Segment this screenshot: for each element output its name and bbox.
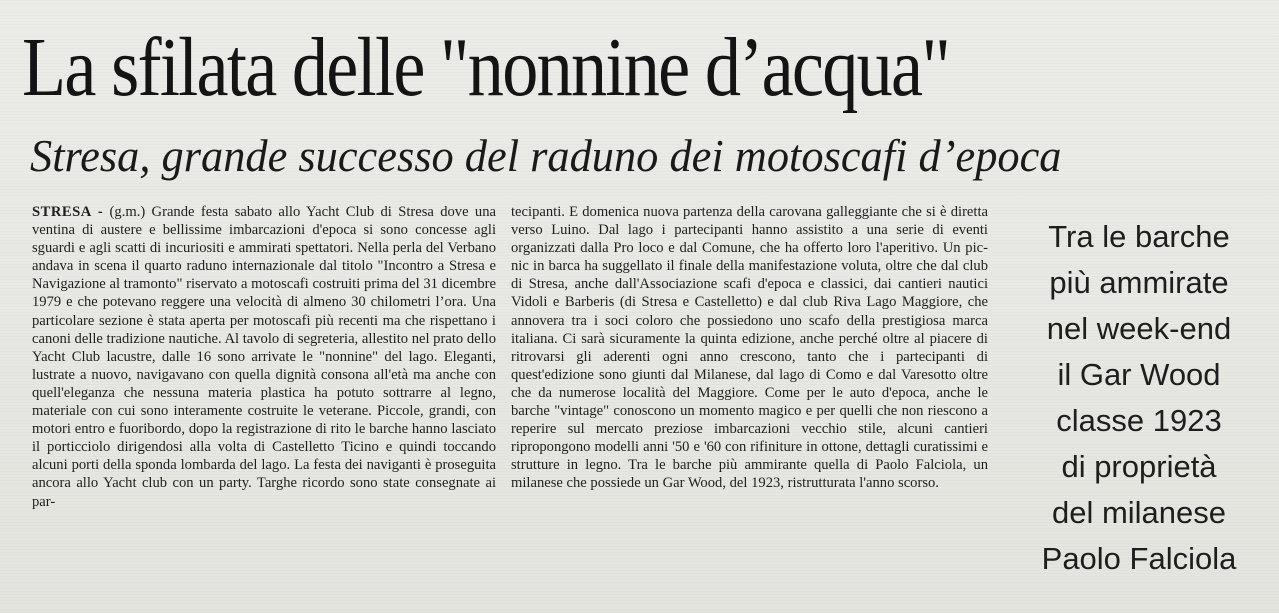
pull-quote-line: il Gar Wood [1057,357,1221,392]
article-column-1 [32,203,496,511]
pull-quote-line: più ammirate [1049,265,1229,300]
pull-quote-line: del milanese [1051,495,1227,530]
pull-quote-line: classe 1923 [1056,403,1222,438]
article-column-2 [511,203,988,493]
body-text-col2: tecipanti. E domenica nuova partenza della carovana galleggiante che si è diretta verso Luino. Dal lago i partecipanti hanno assistito a una serie di eventi organizzati dalla Pro loco e dal Comune, che ha offerto loro l'aperitivo. Un pic-nic in barca ha suggellato il finale della manifestazione voluta, oltre che dal club di Stresa, anche dall'Associazione scafi d'epoca e classici, dai cantieri nautici Vidoli e Barberis (di Stresa e Castelletto) e dal club Riva Lago Maggiore, che annovera tra i soci coloro che possiedono uno scafo della prestigiosa marca italiana. Ci sarà sicuramente la quinta edizione, anche perché oltre al piacere di ritrovarsi gli aderenti ogni anno crescono, tanto che i partecipanti di quest'edizione sono giunti dal Milanese, dal lago di Como e dal Varesotto oltre che da numerose località del Maggiore. Come per le auto d'epoca, anche le barche "vintage" conoscono un momento magico e per quelli che non riescono a reperire sul mercato preziose imbarcazioni vecchio stile, alcuni cantieri ripropongono modelli anni '50 e '60 con rifiniture in ottone, dettagli curatissimi e strutture in legno. Tra le barche più ammirante quella di Paolo Falciola, un milanese che possiede un Gar Wood, del 1923, ristrutturata l'anno scorso. [511,204,988,492]
dateline: STRESA - [32,204,104,220]
pull-quote-line: Paolo Falciola [1041,541,1237,576]
pull-quote [1008,214,1270,582]
body-text-col1: Grande festa sabato allo Yacht Club di Stresa dove una ventina di austere e bellissime imbarcazioni d'epoca si sono concesse agli sguardi e agli scatti di incuriositi e ammirati spettatori. Nella perla del Verbano andava in scena il quarto raduno internazionale dal titolo "Incontro a Stresa e Navigazione al tramonto" riservato a motoscafi costruiti prima del 31 dicembre 1979 e che potevano reggere una velocità di almeno 30 chilometri l’ora. Una particolare sezione è stata aperta per motoscafi più recenti ma che rispettano i canoni delle tradizione nautiche. Al tavolo di segreteria, allestito nel prato dello Yacht Club lacustre, dalle 16 sono arrivate le "nonnine" del lago. Eleganti, lustrate a nuovo, navigavano con quella dignità consona all'età ma anche con quell'eleganza che nessuna materia plastica ha potuto sottrarre al legno, materiale con cui sono interamente costruite le veterane. Piccole, grandi, con motori entro e fuoribordo, dopo la registrazione di rito le barche hanno lasciato il porticciolo dirigendosi alla volta di Castelletto Ticino e quindi toccando alcuni porti della sponda lombarda del lago. La festa dei naviganti è proseguita ancora allo Yacht club con un party. Targhe ricordo sono state consegnate ai par- [32,204,496,510]
headline: La sfilata delle "nonnine d’acqua" [22,21,950,114]
byline: (g.m.) [103,204,152,220]
pull-quote-line: Tra le barche [1048,219,1230,254]
subheadline: Stresa, grande successo del raduno dei motoscafi d’epoca [30,130,1062,181]
pull-quote-line: nel week-end [1046,311,1232,346]
pull-quote-line: di proprietà [1061,449,1217,484]
